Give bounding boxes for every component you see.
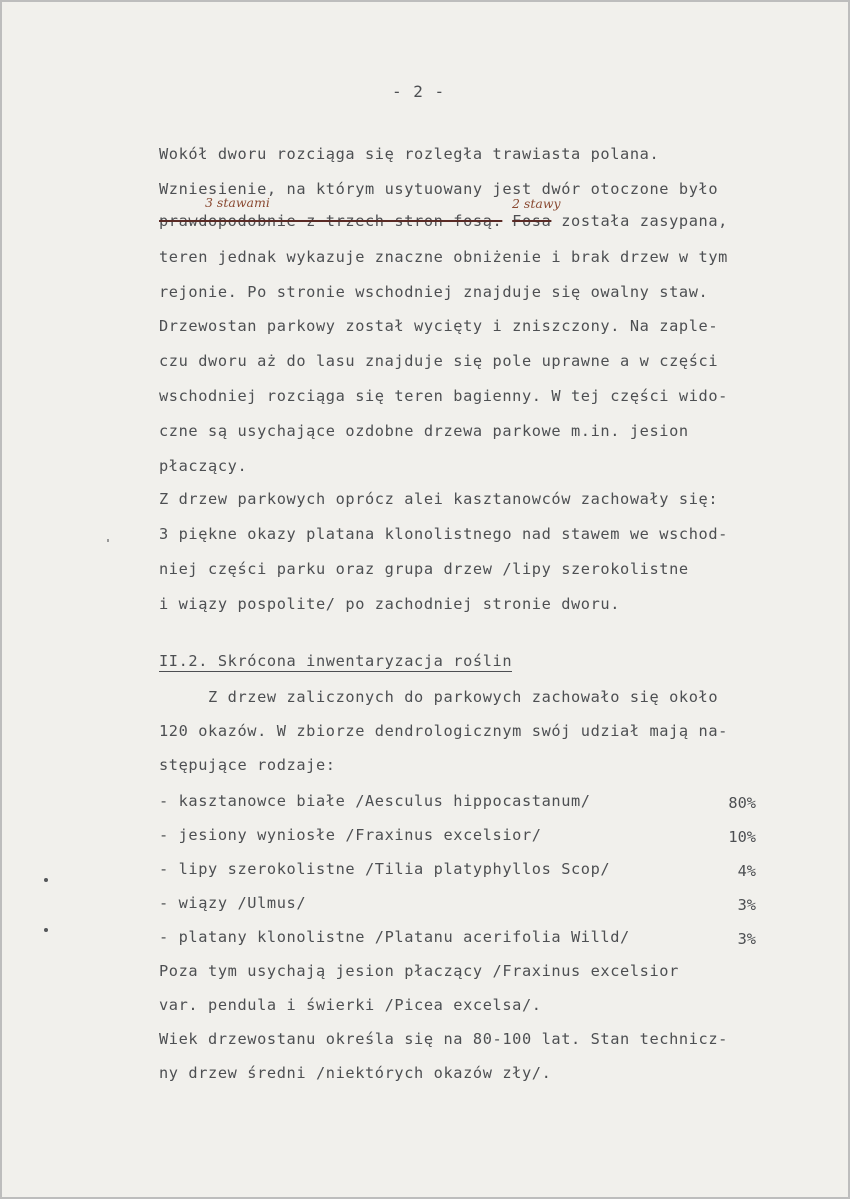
paragraph-text: została zasypana, [551,212,728,230]
paragraph-line: Z drzew parkowych oprócz alei kasztanowców zachowały się: [159,490,719,508]
section-heading: II.2. Skrócona inwentaryzacja roślin [159,652,513,670]
species-percent: 3% [737,896,756,914]
paragraph-line: 120 okazów. W zbiorze dendrologicznym swój udział mają na- [159,722,728,740]
species-name: - wiązy /Ulmus/ [159,894,307,912]
paragraph-line-corrected [159,212,728,230]
scan-speck [107,539,109,542]
species-name: - jesiony wyniosłe /Fraxinus excelsior/ [159,826,542,844]
paragraph-line: rejonie. Po stronie wschodniej znajduje się owalny staw. [159,283,709,301]
paragraph-line: i wiązy pospolite/ po zachodniej stronie dworu. [159,595,621,613]
punch-dot [44,878,48,882]
species-name: - lipy szerokolistne /Tilia platyphyllos Scop/ [159,860,611,878]
page-number: - 2 - [392,82,446,101]
paragraph-line: Z drzew zaliczonych do parkowych zachowało się około [159,688,719,706]
species-name: - platany klonolistne /Platanu acerifolia Willd/ [159,928,630,946]
paragraph-line: czne są usychające ozdobne drzewa parkowe m.in. jesion [159,422,689,440]
paragraph-line: Wiek drzewostanu określa się na 80-100 lat. Stan technicz- [159,1030,728,1048]
paragraph-line: stępujące rodzaje: [159,756,336,774]
struck-text: Fosa [512,212,552,230]
punch-dot [44,928,48,932]
handwritten-correction: 3 stawami [205,195,270,210]
handwritten-correction: 2 stawy [512,196,561,211]
paragraph-line: 3 piękne okazy platana klonolistnego nad stawem we wschod- [159,525,728,543]
paragraph-line: teren jednak wykazuje znaczne obniżenie i brak drzew w tym [159,248,728,266]
species-name: - kasztanowce białe /Aesculus hippocastanum/ [159,792,591,810]
paragraph-line: czu dworu aż do lasu znajduje się pole uprawne a w części [159,352,719,370]
species-percent: 4% [737,862,756,880]
paragraph-line: wschodniej rozciąga się teren bagienny. W tej części wido- [159,387,728,405]
paragraph-line: Wokół dworu rozciąga się rozległa trawiasta polana. [159,145,660,163]
species-percent: 10% [728,828,756,846]
paragraph-line: Poza tym usychają jesion płaczący /Fraxinus excelsior [159,962,679,980]
paragraph-line: ny drzew średni /niektórych okazów zły/. [159,1064,552,1082]
species-percent: 80% [728,794,756,812]
paragraph-line: płaczący. [159,457,248,475]
paragraph-line: var. pendula i świerki /Picea excelsa/. [159,996,542,1014]
species-percent: 3% [737,930,756,948]
paragraph-line: Wzniesienie, na którym usytuowany jest dwór otoczone było [159,180,719,198]
struck-text: prawdopodobnie z trzech stron fosą. [159,212,503,230]
paragraph-line: Drzewostan parkowy został wycięty i zniszczony. Na zaple- [159,317,719,335]
paragraph-line: niej części parku oraz grupa drzew /lipy szerokolistne [159,560,689,578]
